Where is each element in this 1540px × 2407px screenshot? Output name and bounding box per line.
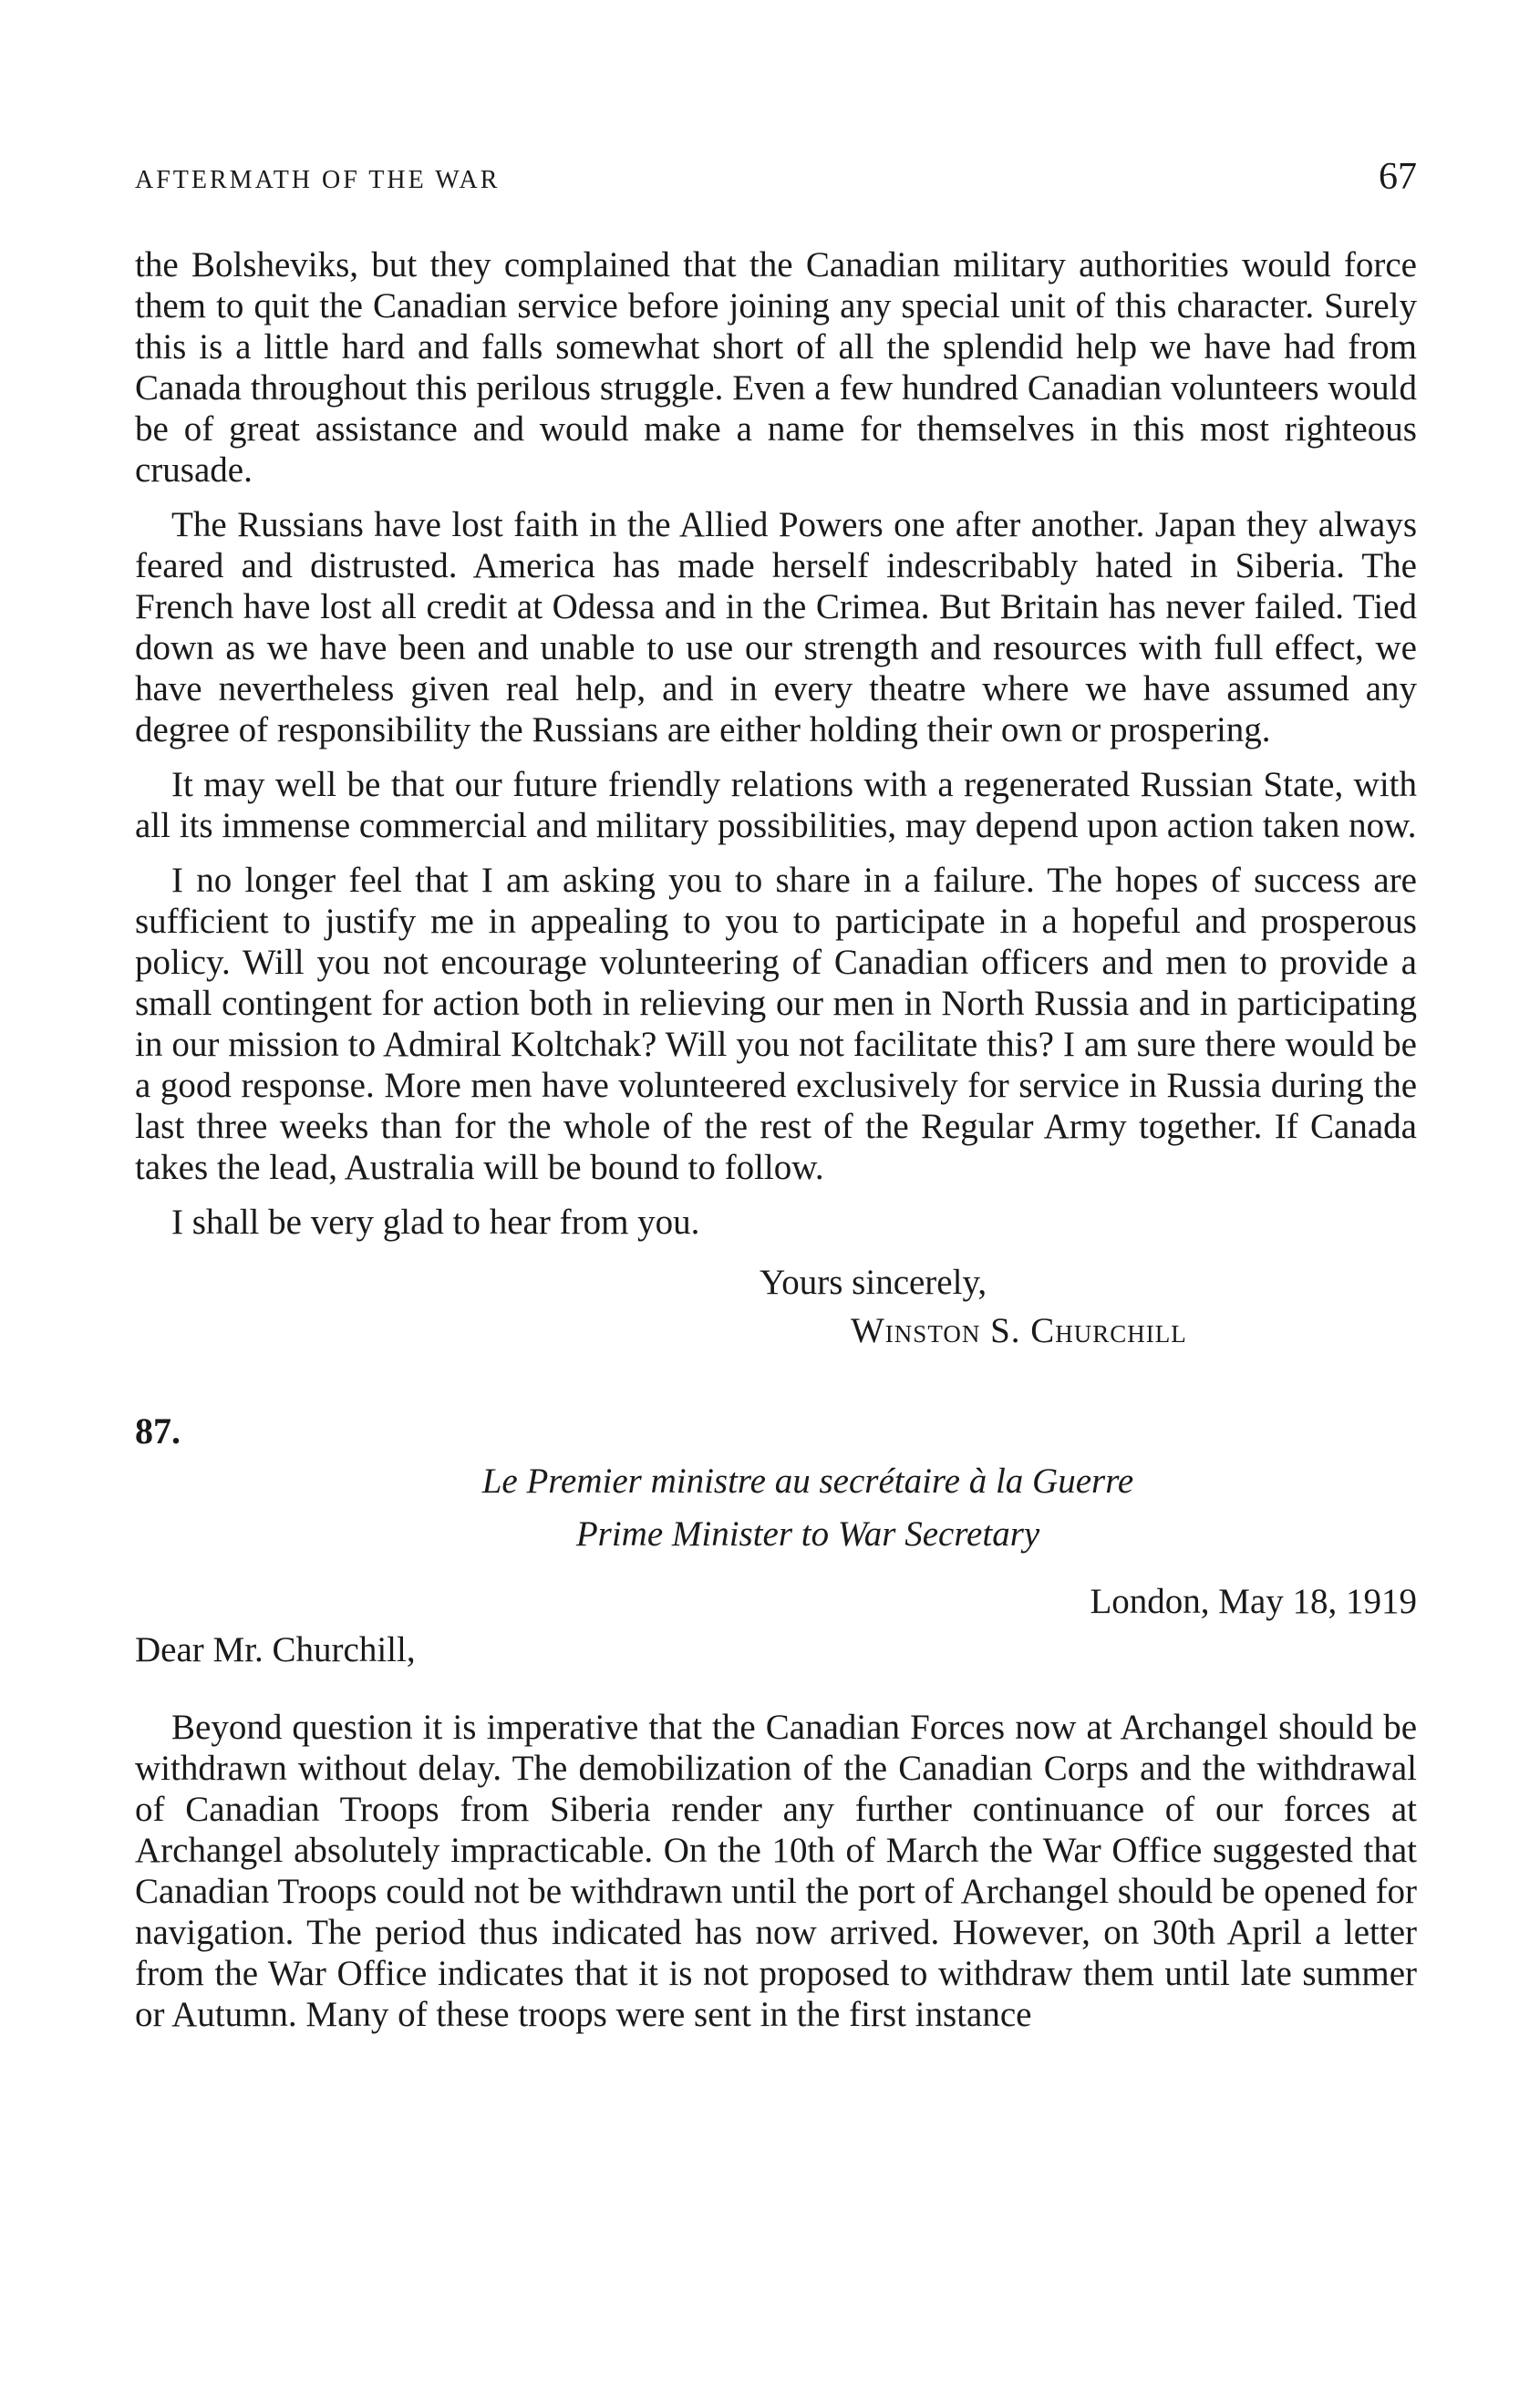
- letter-continuation: [135, 244, 1417, 1355]
- running-title: AFTERMATH OF THE WAR: [135, 166, 501, 194]
- paragraph: I no longer feel that I am asking you to share in a failure. The hopes of success are sufficient to justify me in appealing to you to participate in a hopeful and prosperous policy. Will you not encourage volunteering of Canadian officers and men to provide a small contingent for action both in relieving our men in North Russia and in participating in our mission to Admiral Koltchak? Will you not facilitate this? I am sure there would be a good response. More men have volunteered exclusively for service in Russia during the last three weeks than for the whole of the rest of the Regular Army together. If Canada takes the lead, Australia will be bound to follow.: [135, 861, 1417, 1187]
- book-page: [135, 155, 1417, 2049]
- closing-line: I shall be very glad to hear from you.: [171, 1203, 700, 1242]
- letter-body: [135, 1707, 1417, 2035]
- paragraph: The Russians have lost faith in the Allied Powers one after another. Japan they always feared and distrusted. America has made herself indescribably hated in Siberia. The French have lost all credit at Odessa and in the Crimea. But Britain has never failed. Tied down as we have been and unable to use our strength and resources with full effect, we have nevertheless given real help, and in every theatre where we have assumed any degree of responsibility the Russians are either holding their own or prospering.: [135, 505, 1417, 749]
- heading-english: Prime Minister to War Secretary: [575, 1514, 1040, 1554]
- document-number: 87.: [135, 1410, 181, 1451]
- valediction: Yours sincerely,: [760, 1263, 987, 1302]
- signature: Winston S. Churchill: [851, 1311, 1187, 1350]
- paragraph: It may well be that our future friendly relations with a regenerated Russian State, with all its immense commercial and military possibilities, may depend upon action taken now.: [135, 765, 1417, 845]
- heading-french: Le Premier ministre au secrétaire à la Guerre: [481, 1462, 1134, 1501]
- page-number: 67: [1379, 156, 1417, 198]
- salutation: Dear Mr. Churchill,: [135, 1630, 416, 1669]
- sign-off: [760, 1258, 1417, 1355]
- document-heading: [135, 1455, 1417, 1561]
- paragraph: Beyond question it is imperative that the Canadian Forces now at Archangel should be withdrawn without delay. The demobilization of the Canadian Corps and the withdrawal of Canadian Troops from Siberia render any further continuance of our forces at Archangel absolutely impracticable. On the 10th of March the War Office suggested that Canadian Troops could not be withdrawn until the port of Archangel should be opened for navigation. The period thus indicated has now arrived. However, on 30th April a letter from the War Office indicates that it is not proposed to withdraw them until late summer or Autumn. Many of these troops were sent in the first instance: [135, 1708, 1417, 2034]
- paragraph: the Bolsheviks, but they complained that the Canadian military authorities would force them to quit the Canadian service before joining any special unit of this character. Surely this is a little hard and falls somewhat short of all the splendid help we have had from Canada throughout this perilous struggle. Even a few hundred Canadian volunteers would be of great assistance and would make a name for themselves in this most righteous crusade.: [135, 245, 1417, 490]
- running-head: [135, 155, 1417, 210]
- dateline: London, May 18, 1919: [1090, 1582, 1417, 1621]
